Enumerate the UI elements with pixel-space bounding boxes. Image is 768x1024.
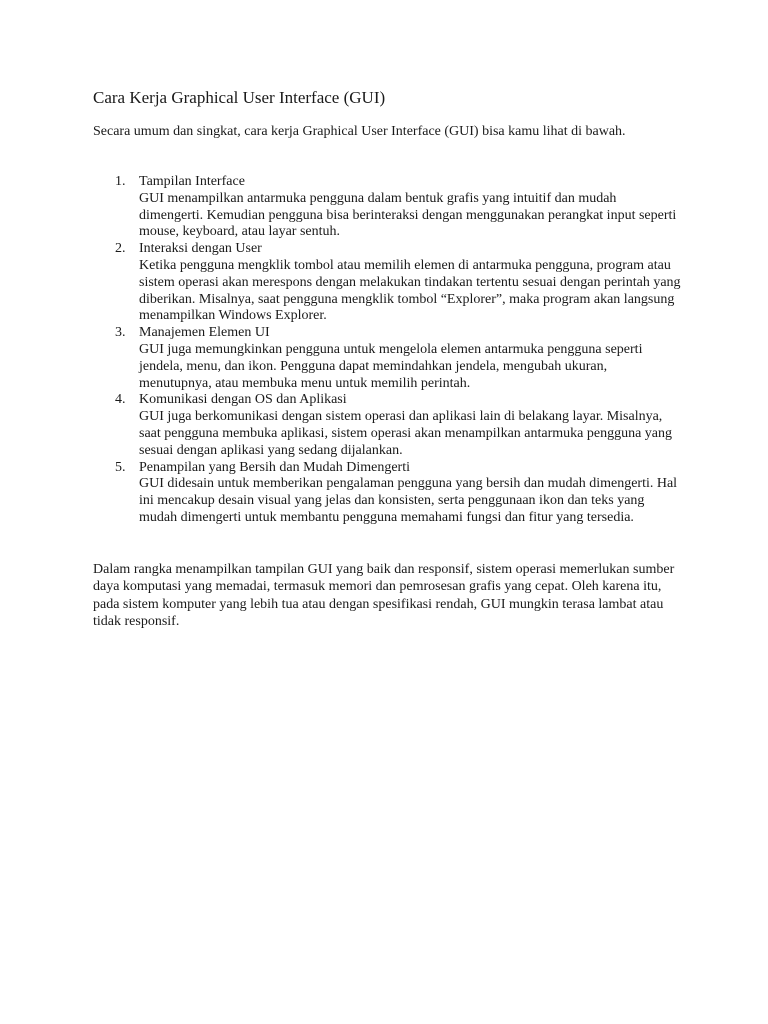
list-item-body: Ketika pengguna mengklik tombol atau memilih elemen di antarmuka pengguna, program atau sistem operasi akan merespons dengan melakukan tindakan tertentu sesuai dengan perintah yang diberikan. Misalnya, saat pengguna mengklik tombol “Explorer”, maka program akan langsung menampilkan Windows Explorer. [139, 257, 681, 324]
list-item-body: GUI juga berkomunikasi dengan sistem operasi dan aplikasi lain di belakang layar. Misalnya, saat pengguna membuka aplikasi, sistem operasi akan menampilkan antarmuka pengguna yang sesuai dengan aplikasi yang sedang dijalankan. [139, 409, 673, 458]
intro-paragraph: Secara umum dan singkat, cara kerja Graphical User Interface (GUI) bisa kamu lihat di bawah. [93, 124, 626, 139]
list-item-body: GUI menampilkan antarmuka pengguna dalam bentuk grafis yang intuitif dan mudah dimengerti. Kemudian pengguna bisa berinteraksi dengan menggunakan perangkat input seperti mouse, keyboard, atau layar sentuh. [139, 190, 677, 240]
list-item-number: 1. [115, 174, 126, 189]
list-item-body: GUI didesain untuk memberikan pengalaman pengguna yang bersih dan mudah dimengerti. Hal ini mencakup desain visual yang jelas dan konsisten, serta penggunaan ikon dan teks yang mudah dimengerti untuk membantu pengguna memahami fungsi dan fitur yang tersedia. [139, 476, 678, 525]
list-item-body: GUI juga memungkinkan pengguna untuk mengelola elemen antarmuka pengguna seperti jendela, menu, dan ikon. Pengguna dapat memindahkan jendela, mengubah ukuran, menutupnya, atau membuka menu untuk memilih perintah. [139, 341, 643, 391]
list-item [93, 241, 683, 325]
list-item-title: Penampilan yang Bersih dan Mudah Dimengerti [139, 459, 410, 475]
list-item-number: 2. [115, 241, 126, 257]
list-item-title: Manajemen Elemen UI [139, 325, 270, 341]
numbered-list [93, 174, 683, 527]
list-item-number: 5. [115, 459, 126, 475]
list-item-title: Komunikasi dengan OS dan Aplikasi [139, 392, 347, 408]
closing-paragraph: Dalam rangka menampilkan tampilan GUI yang baik dan responsif, sistem operasi memerlukan sumber daya komputasi yang memadai, termasuk memori dan pemrosesan grafis yang cepat. Oleh karena itu, pada sistem komputer yang lebih tua atau dengan spesifikasi rendah, GUI mungkin terasa lambat atau tidak responsif. [93, 562, 675, 629]
list-item-number: 3. [115, 325, 126, 341]
list-item-number: 4. [115, 392, 126, 408]
list-item-title: Tampilan Interface [139, 174, 245, 189]
list-item [93, 392, 683, 459]
list-item-title: Interaksi dengan User [139, 241, 262, 257]
document-title: Cara Kerja Graphical User Interface (GUI) [93, 88, 386, 107]
list-item [93, 460, 683, 527]
list-item [93, 325, 683, 392]
list-item [93, 174, 683, 241]
